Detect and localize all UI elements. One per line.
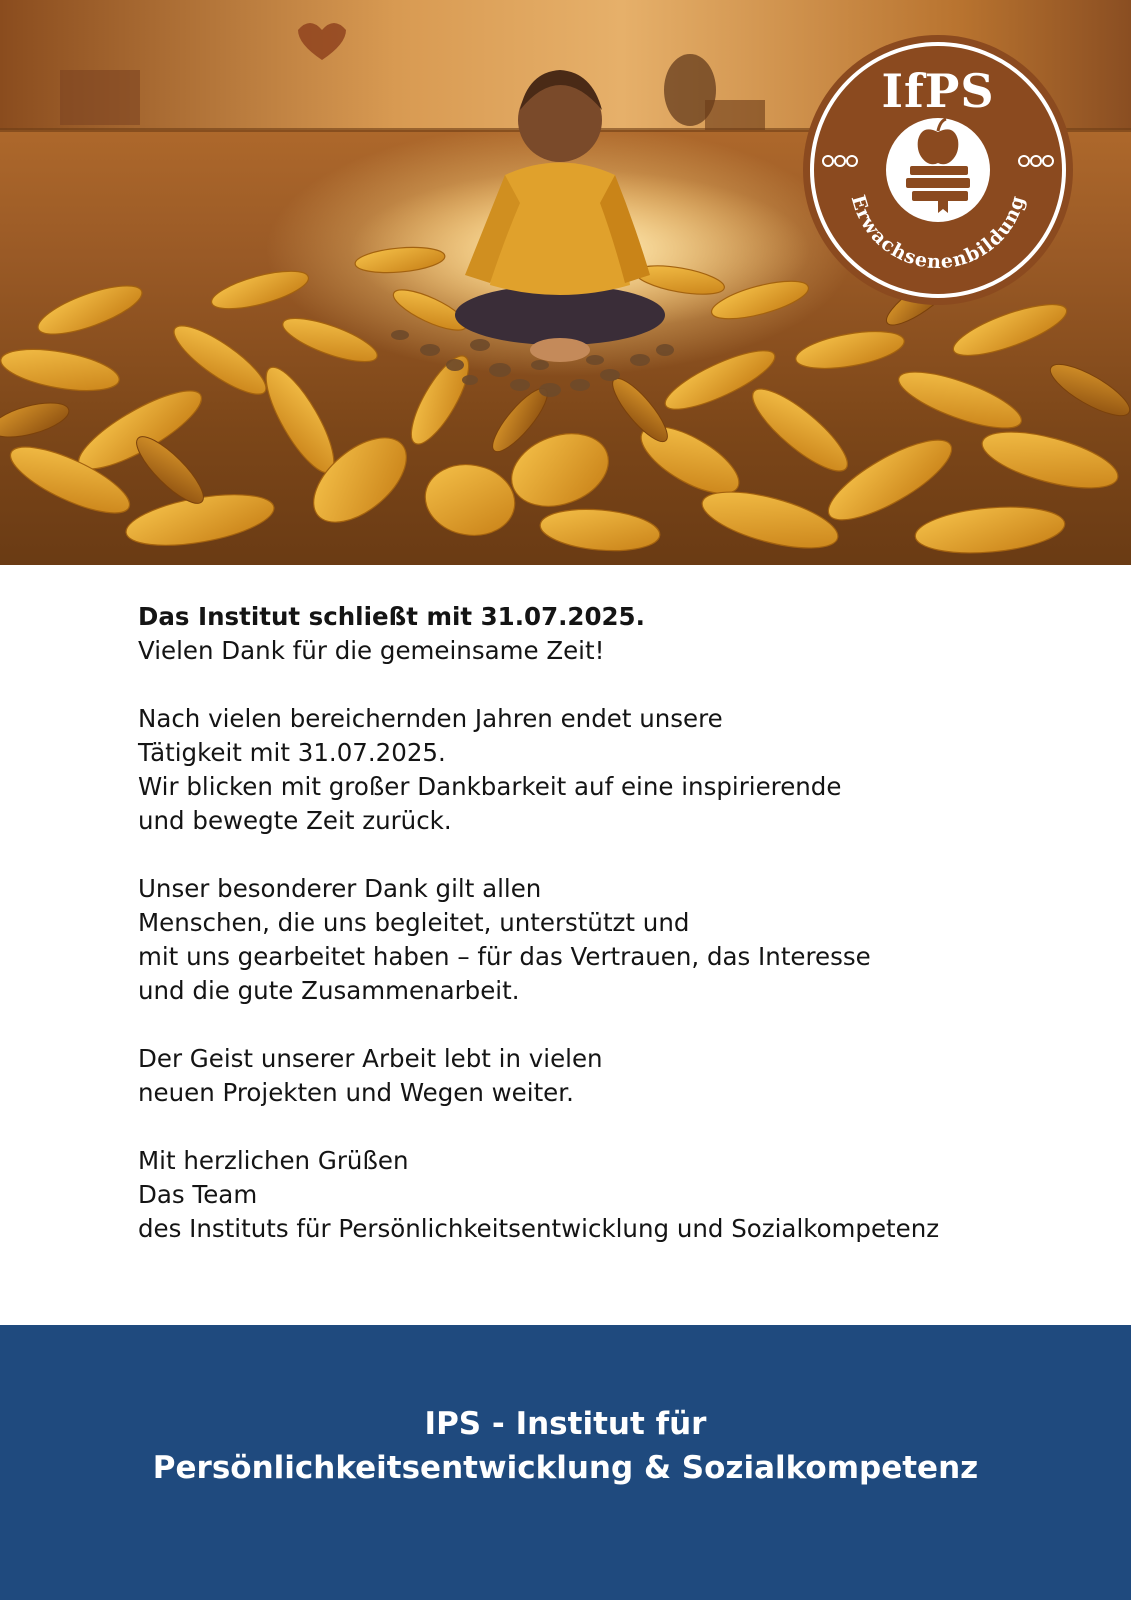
footer-institute-name — [0, 1402, 1131, 1490]
paragraph2-line: und die gute Zusammenarbeit. — [138, 976, 520, 1005]
closing-line: des Instituts für Persönlichkeitsentwicklung und Sozialkompetenz — [138, 1214, 940, 1243]
ifps-logo-seal — [798, 30, 1078, 310]
closing-line: Das Team — [138, 1180, 258, 1209]
footer-line-2: Persönlichkeitsentwicklung & Sozialkompetenz — [152, 1450, 979, 1486]
closing-line: Mit herzlichen Grüßen — [138, 1146, 409, 1175]
heart-decoration — [298, 23, 346, 60]
paragraph2-line: mit uns gearbeitet haben – für das Vertrauen, das Interesse — [138, 942, 871, 971]
paragraph2-line: Unser besonderer Dank gilt allen — [138, 874, 542, 903]
hero-image — [0, 0, 1131, 565]
seal-subtitle: Erwachsenenbildung — [846, 192, 1030, 274]
footer-line-1: IPS - Institut für — [424, 1406, 707, 1442]
paragraph2-line: Menschen, die uns begleitet, unterstützt und — [138, 908, 690, 937]
footer-band — [0, 1325, 1131, 1600]
paragraph3-line: Der Geist unserer Arbeit lebt in vielen — [138, 1044, 603, 1073]
paragraph1-line: Wir blicken mit großer Dankbarkeit auf eine inspirierende — [138, 772, 842, 801]
paragraph1-line: und bewegte Zeit zurück. — [138, 806, 452, 835]
paragraph3-line: neuen Projekten und Wegen weiter. — [138, 1078, 574, 1107]
subline: Vielen Dank für die gemeinsame Zeit! — [138, 636, 605, 665]
paragraph1-line: Tätigkeit mit 31.07.2025. — [138, 738, 446, 767]
seal-title: IfPS — [881, 64, 995, 118]
paragraph1-line: Nach vielen bereichernden Jahren endet unsere — [138, 704, 723, 733]
letter-body — [138, 600, 1038, 1246]
headline: Das Institut schließt mit 31.07.2025. — [138, 602, 645, 631]
